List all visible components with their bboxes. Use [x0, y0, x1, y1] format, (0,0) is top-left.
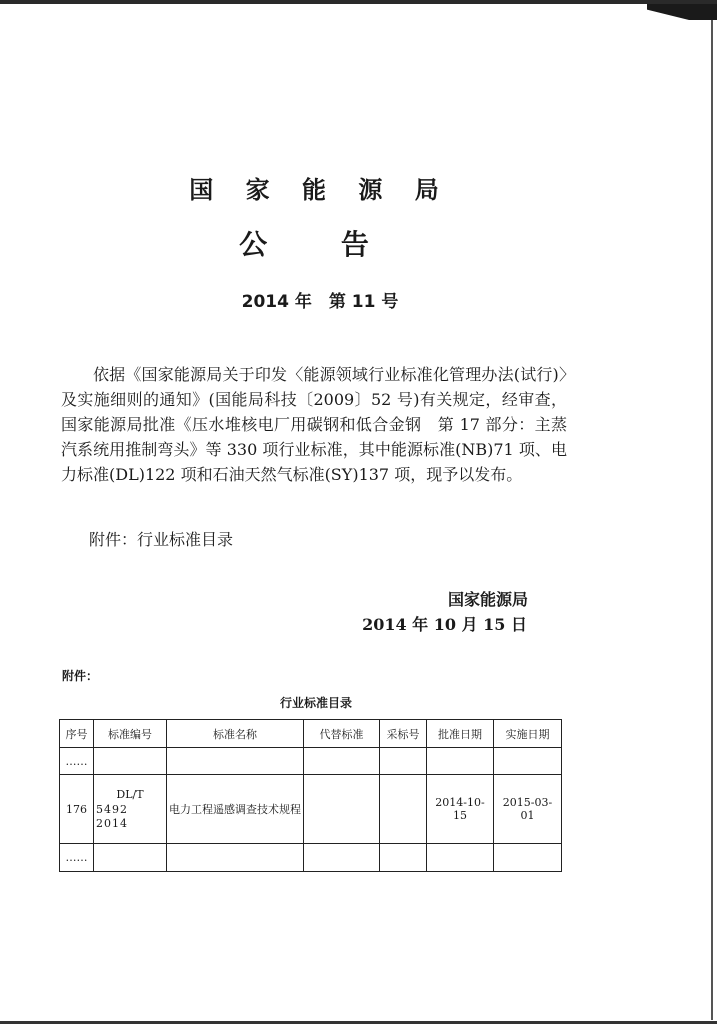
col-name: 标准名称	[167, 720, 304, 748]
table-row	[60, 775, 562, 844]
row-code	[94, 775, 167, 844]
attachment-note: 附件：行业标准目录	[89, 530, 234, 549]
col-effective: 实施日期	[494, 720, 562, 748]
row-code-prefix: DL/T	[116, 788, 144, 801]
col-seq: 序号	[60, 720, 94, 748]
table-row-ellipsis	[60, 844, 562, 872]
col-approved: 批准日期	[427, 720, 494, 748]
col-adopted: 采标号	[380, 720, 427, 748]
col-code: 标准编号	[94, 720, 167, 748]
row-code-number: 5492 2014	[96, 803, 140, 830]
row-seq: 176	[60, 775, 94, 844]
row-name: 电力工程遥感调查技术规程	[167, 775, 304, 844]
row-replaces	[304, 775, 380, 844]
document-type: 公 告	[239, 228, 401, 261]
signature-organization: 国家能源局	[447, 590, 528, 609]
table-header-row	[60, 720, 562, 748]
table-row-ellipsis	[60, 748, 562, 775]
ellipsis-cell: ……	[60, 844, 94, 872]
document-number: 2014 年 第 11 号	[241, 292, 399, 312]
annex-label: 附件：	[62, 669, 99, 683]
row-adopted	[380, 775, 427, 844]
issuing-organization: 国 家 能 源 局	[189, 176, 451, 204]
ellipsis-cell: ……	[60, 748, 94, 775]
announcement-body: 依据《国家能源局关于印发〈能源领域行业标准化管理办法(试行)〉及实施细则的通知》(国能局科技〔2009〕52 号)有关规定，经审查，国家能源局批准《压水堆核电厂用碳钢和低合金钢 第 17 部分：主蒸汽系统用推制弯头》等 330 项行业标准，其中能源标准(NB)71 项、电力标准(DL)122 项和石油天然气标准(SY)137 项，现予以发布。	[61, 365, 567, 484]
signature-date: 2014 年 10 月 15 日	[362, 615, 527, 634]
scan-edge-top	[0, 0, 717, 4]
col-replaces: 代替标准	[304, 720, 380, 748]
row-approved: 2014-10-15	[427, 775, 494, 844]
table-title: 行业标准目录	[279, 696, 352, 710]
scan-corner-mark	[647, 4, 717, 20]
scan-edge-right	[711, 20, 713, 1020]
row-effective: 2015-03-01	[494, 775, 562, 844]
standards-table	[59, 719, 562, 872]
